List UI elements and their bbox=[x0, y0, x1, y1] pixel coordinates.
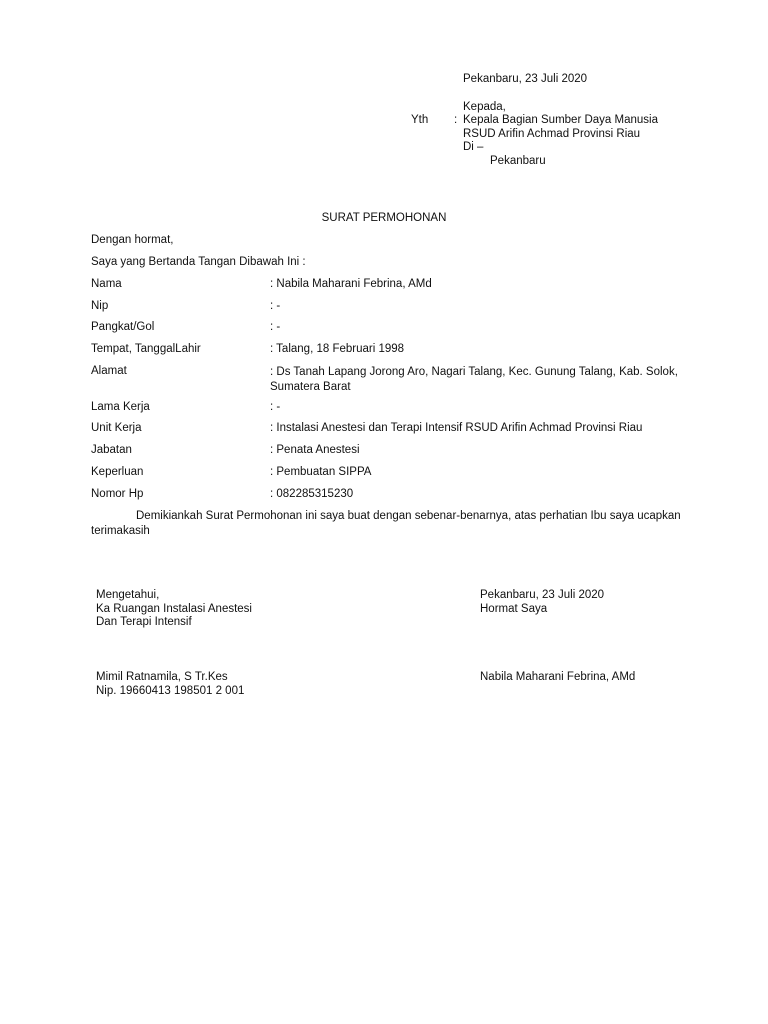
field-value-lama-kerja: : - bbox=[270, 401, 281, 413]
letter-place-date: Pekanbaru, 23 Juli 2020 bbox=[463, 73, 588, 85]
recipient-address bbox=[463, 114, 658, 168]
field-value-unit-kerja: : Instalasi Anestesi dan Terapi Intensif RSUD Arifin Achmad Provinsi Riau bbox=[270, 422, 643, 434]
recipient-greeting: Kepada, bbox=[463, 101, 506, 113]
field-value-alamat: : Ds Tanah Lapang Jorong Aro, Nagari Talang, Kec. Gunung Talang, Kab. Solok, Sumatera Barat bbox=[270, 366, 678, 393]
letter-title: SURAT PERMOHONAN bbox=[321, 212, 447, 224]
signature-left-name: Mimil Ratnamila, S Tr.Kes bbox=[96, 671, 228, 683]
recipient-line-1: Kepala Bagian Sumber Daya Manusia bbox=[463, 114, 658, 126]
signature-left-line-3: Dan Terapi Intensif bbox=[96, 616, 192, 628]
field-value-pangkat: : - bbox=[270, 321, 281, 333]
field-label-ttl: Tempat, TanggalLahir bbox=[91, 343, 201, 355]
salutation: Dengan hormat, bbox=[91, 234, 174, 246]
signature-left-nip: Nip. 19660413 198501 2 001 bbox=[96, 684, 245, 697]
signature-right-regards: Hormat Saya bbox=[480, 602, 548, 615]
closing-paragraph: Demikiankah Surat Permohonan ini saya buat dengan sebenar-benarnya, atas perhatian Ibu saya ucapkan terimakasih bbox=[91, 510, 681, 537]
field-value-nip: : - bbox=[270, 300, 281, 312]
recipient-label: Yth bbox=[411, 114, 429, 126]
intro-text: Saya yang Bertanda Tangan Dibawah Ini : bbox=[91, 256, 306, 268]
field-value-nomor-hp: : 082285315230 bbox=[270, 488, 354, 500]
signature-left-block bbox=[96, 589, 252, 630]
signature-left-line-1: Mengetahui, bbox=[96, 589, 160, 601]
field-label-lama-kerja: Lama Kerja bbox=[91, 401, 150, 413]
field-label-alamat: Alamat bbox=[91, 365, 127, 377]
signature-left-line-2: Ka Ruangan Instalasi Anestesi bbox=[96, 602, 252, 615]
signature-right-block bbox=[480, 589, 604, 616]
recipient-line-3: Di – bbox=[463, 141, 484, 153]
field-value-jabatan: : Penata Anestesi bbox=[270, 444, 360, 456]
signature-right-name: Nabila Maharani Febrina, AMd bbox=[480, 671, 636, 683]
signature-left-name-block bbox=[96, 671, 244, 698]
field-value-ttl: : Talang, 18 Februari 1998 bbox=[270, 343, 405, 355]
field-value-keperluan: : Pembuatan SIPPA bbox=[270, 466, 372, 478]
field-label-nama: Nama bbox=[91, 278, 122, 290]
field-label-unit-kerja: Unit Kerja bbox=[91, 422, 142, 434]
recipient-colon: : bbox=[454, 114, 458, 126]
field-value-nama: : Nabila Maharani Febrina, AMd bbox=[270, 278, 432, 290]
field-label-keperluan: Keperluan bbox=[91, 466, 144, 478]
signature-right-place-date: Pekanbaru, 23 Juli 2020 bbox=[480, 589, 605, 601]
field-label-nomor-hp: Nomor Hp bbox=[91, 488, 144, 500]
field-label-pangkat: Pangkat/Gol bbox=[91, 321, 155, 333]
field-label-jabatan: Jabatan bbox=[91, 444, 132, 456]
field-label-nip: Nip bbox=[91, 300, 109, 312]
recipient-line-2: RSUD Arifin Achmad Provinsi Riau bbox=[463, 127, 641, 140]
recipient-line-4: Pekanbaru bbox=[490, 154, 546, 167]
